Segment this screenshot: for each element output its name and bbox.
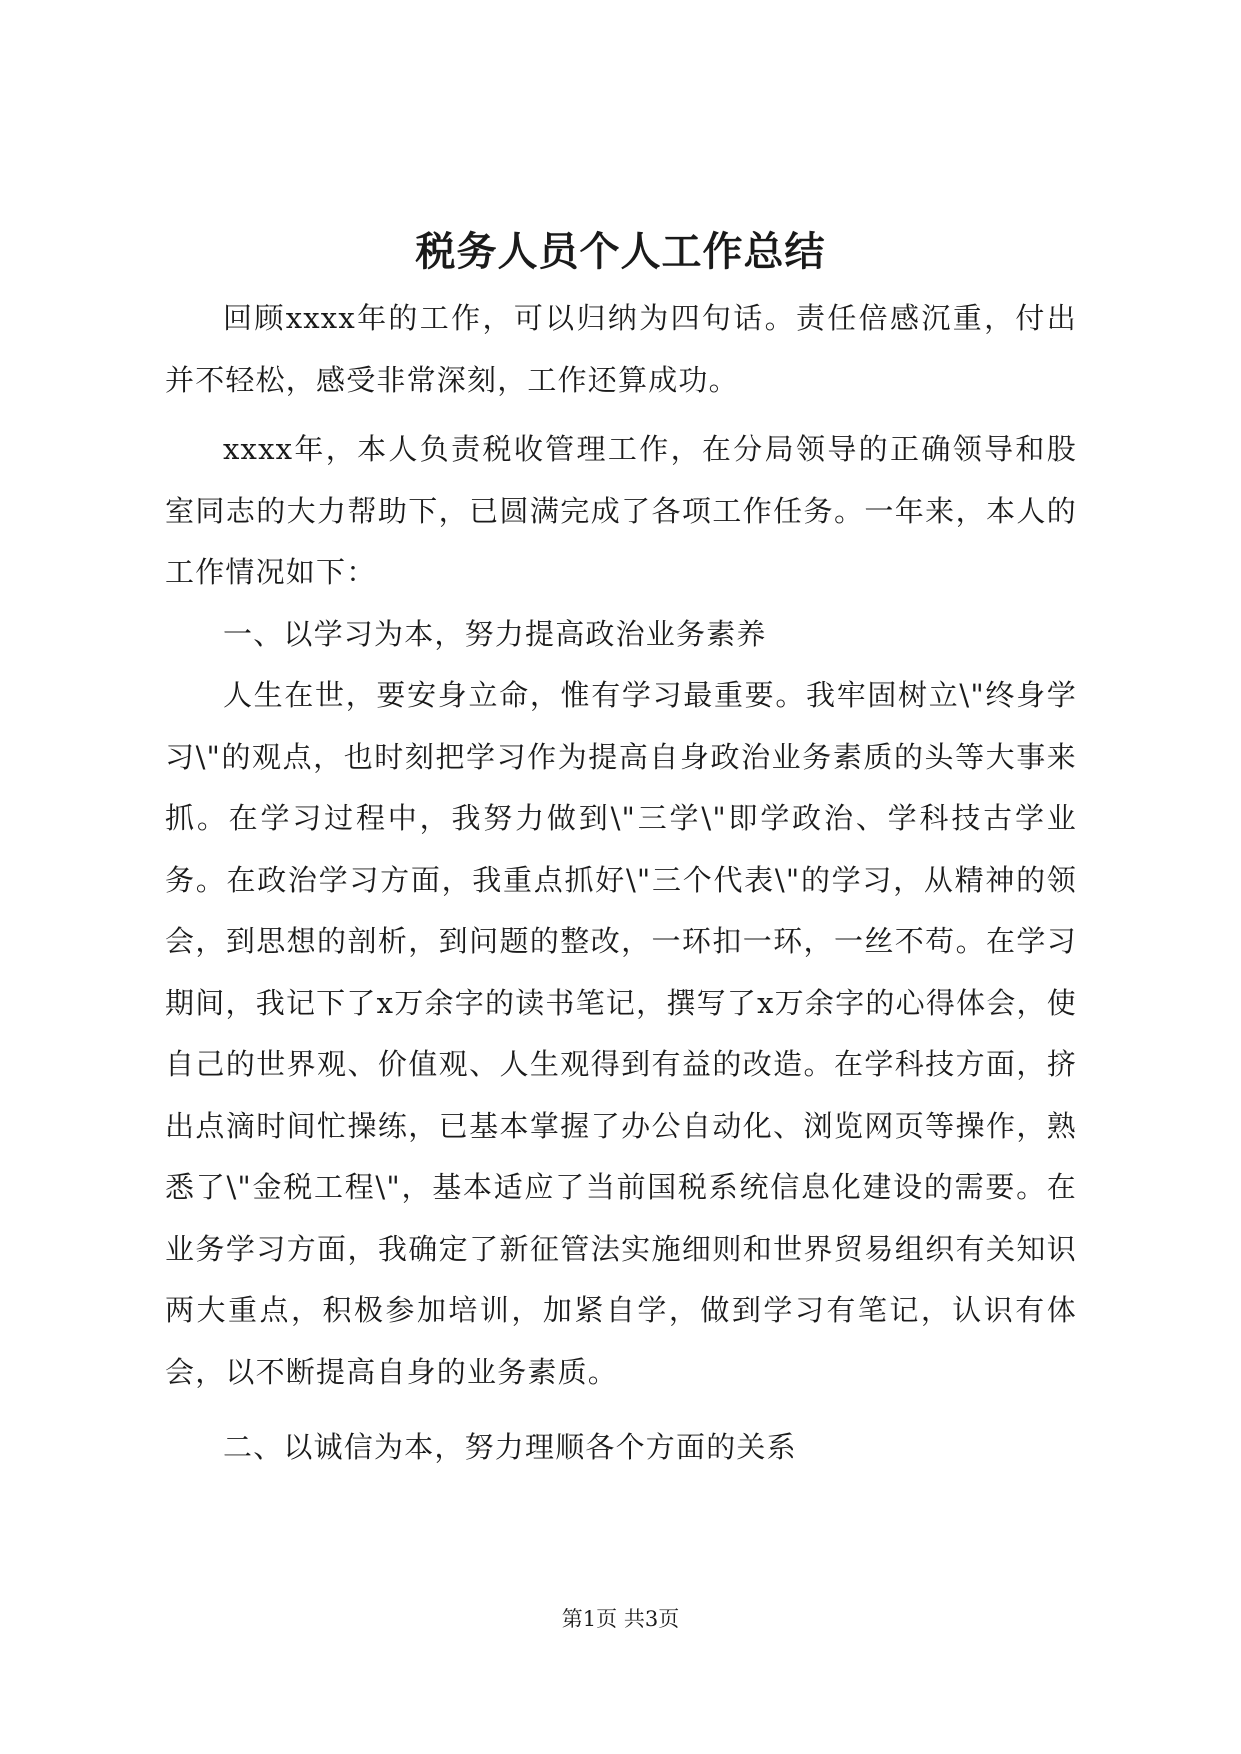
page-number-footer: 第1页 共3页 [561, 1607, 680, 1631]
section-heading-2: 二、以诚信为本，努力理顺各个方面的关系 [223, 1430, 797, 1464]
document-title: 税务人员个人工作总结 [415, 228, 826, 275]
paragraph-study: 人生在世，要安身立命，惟有学习最重要。我牢固树立\"终身学习\"的观点，也时刻把学习作为提高自身政治业务素质的头等大事来抓。在学习过程中，我努力做到\"三学\"即学政治、学科技古学业务。在政治学习方面，我重点抓好\"三个代表\"的学习，从精神的领会，到思想的剖析，到问题的整改，一环扣一环，一丝不苟。在学习期间，我记下了x万余字的读书笔记，撰写了x万余字的心得体会，使自己的世界观、价值观、人生观得到有益的改造。在学科技方面，挤出点滴时间忙操练，已基本掌握了办公自动化、浏览网页等操作，熟悉了\"金税工程\"，基本适应了当前国税系统信息化建设的需要。在业务学习方面，我确定了新征管法实施细则和世界贸易组织有关知识两大重点，积极参加培训，加紧自学，做到学习有笔记，认识有体会，以不断提高自身的业务素质。 [165, 678, 1077, 1389]
section-heading-1: 一、以学习为本，努力提高政治业务素养 [223, 616, 767, 651]
paragraph-review: 回顾xxxx年的工作，可以归纳为四句话。责任倍感沉重，付出并不轻松，感受非常深刻，工作还算成功。 [165, 301, 1077, 397]
document-body [165, 288, 1077, 1479]
paragraph-intro: xxxx年，本人负责税收管理工作，在分局领导的正确领导和股室同志的大力帮助下，已圆满完成了各项工作任务。一年来，本人的工作情况如下： [165, 432, 1077, 589]
